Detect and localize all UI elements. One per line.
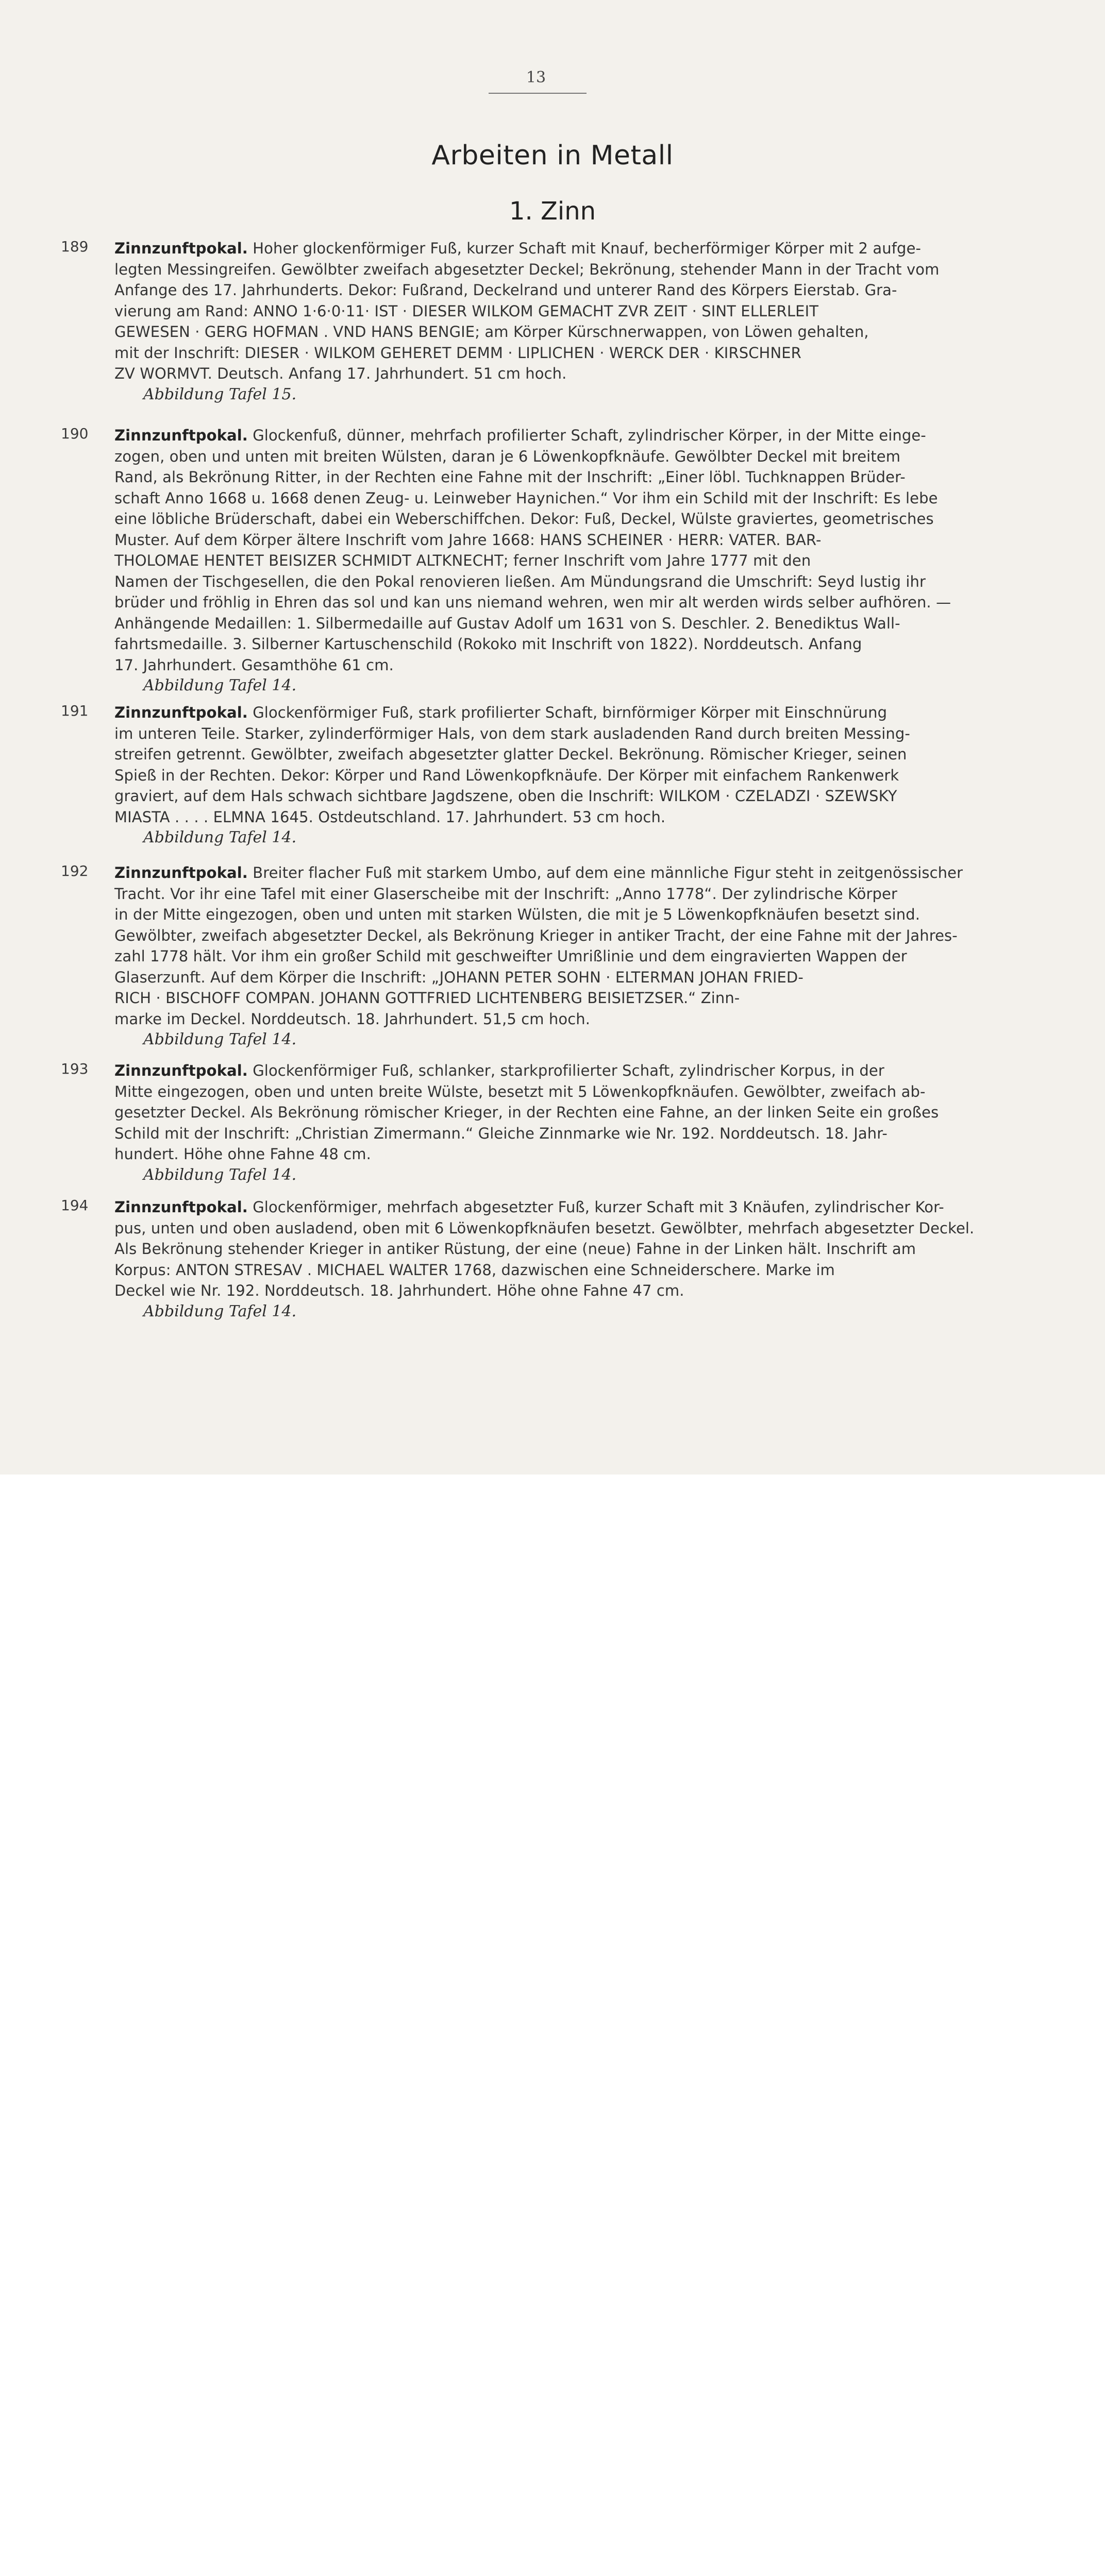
entry-text-line: Korpus: ANTON STRESAV . MICHAEL WALTER 1768, dazwischen eine Schneiderschere. Marke im: [114, 1261, 835, 1279]
entry-text-line: Anfange des 17. Jahrhunderts. Dekor: Fußrand, Deckelrand und unterer Rand des Körpers Eierstab. Gra-: [114, 281, 897, 299]
entry-line-text: Breiter flacher Fuß mit starkem Umbo, auf dem eine männliche Figur steht in zeitgenössischer: [247, 864, 963, 882]
entry-text-line: Muster. Auf dem Körper ältere Inschrift vom Jahre 1668: HANS SCHEINER · HERR: VATER. BAR-: [114, 531, 822, 549]
entry-line-text: Glockenförmiger Fuß, stark profilierter Schaft, birnförmiger Körper mit Einschnürung: [247, 704, 888, 721]
entry-text-line: GEWESEN · GERG HOFMAN . VND HANS BENGIE; am Körper Kürschnerwappen, von Löwen gehalten,: [114, 323, 869, 341]
entry-line-text: Hoher glockenförmiger Fuß, kurzer Schaft mit Knauf, becherförmiger Körper mit 2 aufge-: [247, 240, 922, 257]
entry-number: 193: [61, 1060, 89, 1077]
footer-bar: [0, 1475, 1105, 1553]
entry-text-line: zogen, oben und unten mit breiten Wülsten, daran je 6 Löwenkopfknäufe. Gewölbter Deckel mit breitem: [114, 447, 901, 465]
entry-text-line: pus, unten und oben ausladend, oben mit 6 Löwenkopfknäufen besetzt. Gewölbter, mehrfach abgesetzter Deckel.: [114, 1219, 975, 1237]
entry-text-line: gesetzter Deckel. Als Bekrönung römischer Krieger, in der Rechten eine Fahne, an der linken Seite ein großes: [114, 1104, 939, 1121]
entry-text-line: MIASTA . . . . ELMNA 1645. Ostdeutschland. 17. Jahrhundert. 53 cm hoch.: [114, 808, 666, 826]
entry-text-line: Als Bekrönung stehender Krieger in antiker Rüstung, der eine (neue) Fahne in der Linken hält. Inschrift am: [114, 1240, 916, 1258]
entry-plate-reference: Abbildung Tafel 14.: [143, 1302, 297, 1320]
entry-text-line: Tracht. Vor ihr eine Tafel mit einer Glaserscheibe mit der Inschrift: „Anno 1778“. Der zylindrische Körper: [114, 885, 897, 903]
entry-plate-reference: Abbildung Tafel 14.: [143, 1165, 297, 1184]
entry-plate-reference: Abbildung Tafel 15.: [143, 385, 297, 403]
entry-text-line: [114, 238, 1008, 259]
entry-text-line: schaft Anno 1668 u. 1668 denen Zeug- u. Leinweber Haynichen.“ Vor ihm ein Schild mit der Inschrift: Es lebe: [114, 489, 938, 507]
entry-line-text: Glockenförmiger, mehrfach abgesetzter Fuß, kurzer Schaft mit 3 Knäufen, zylindrischer Kor-: [247, 1198, 944, 1216]
entry-text-line: Rand, als Bekrönung Ritter, in der Rechten eine Fahne mit der Inschrift: „Einer löbl. Tuchknappen Brüder-: [114, 468, 906, 486]
entry-text-line: [114, 862, 1008, 883]
entry-text-line: legten Messingreifen. Gewölbter zweifach abgesetzter Deckel; Bekrönung, stehender Mann in der Tracht vom: [114, 260, 940, 278]
entry-text-line: vierung am Rand: ANNO 1·6·0·11· IST · DIESER WILKOM GEMACHT ZVR ZEIT · SINT ELLERLEIT: [114, 302, 819, 320]
entry-text-line: Spieß in der Rechten. Dekor: Körper und Rand Löwenkopfknäufe. Der Körper mit einfachem Rankenwerk: [114, 766, 899, 784]
entry-lead-title: Zinnzunftpokal.: [114, 1062, 248, 1079]
entry-number: 191: [61, 702, 89, 719]
entry-text-line: Gewölbter, zweifach abgesetzter Deckel, als Bekrönung Krieger in antiker Tracht, der eine Fahne mit der Jahres-: [114, 926, 958, 944]
entry-text-line: [114, 702, 1008, 723]
entry-text-line: zahl 1778 hält. Vor ihm ein großer Schild mit geschweifter Umrißlinie und dem eingravierten Wappen der: [114, 947, 907, 965]
entry-text-line: mit der Inschrift: DIESER · WILKOM GEHERET DEMM · LIPLICHEN · WERCK DER · KIRSCHNER: [114, 344, 801, 362]
entry-text-line: Mitte eingezogen, oben und unten breite Wülste, besetzt mit 5 Löwenkopfknäufen. Gewölbter, zweifach ab-: [114, 1082, 926, 1100]
page-number: 13: [526, 69, 546, 87]
entry-lead-title: Zinnzunftpokal.: [114, 864, 248, 882]
entry-number: 190: [61, 425, 89, 442]
entry-text-line: Schild mit der Inschrift: „Christian Zimermann.“ Gleiche Zinnmarke wie Nr. 192. Norddeutsch. 18. Jahr-: [114, 1124, 888, 1142]
subsection-title: 1. Zinn: [509, 197, 596, 226]
entry-line-text: Glockenfuß, dünner, mehrfach profilierter Schaft, zylindrischer Körper, in der Mitte einge-: [247, 427, 926, 444]
entry-text-line: [114, 1060, 1008, 1081]
entry-lead-title: Zinnzunftpokal.: [114, 704, 248, 721]
entry-text-line: Anhängende Medaillen: 1. Silbermedaille auf Gustav Adolf um 1631 von S. Deschler. 2. Benediktus Wall-: [114, 614, 900, 632]
entry-text-line: in der Mitte eingezogen, oben und unten mit starken Wülsten, die mit je 5 Löwenkopfknäufen besetzt sind.: [114, 906, 920, 923]
section-title: Arbeiten in Metall: [431, 140, 674, 171]
entry-plate-reference: Abbildung Tafel 14.: [143, 828, 297, 846]
entry-plate-reference: Abbildung Tafel 14.: [143, 676, 297, 694]
entry-text-line: 17. Jahrhundert. Gesamthöhe 61 cm.: [114, 656, 394, 674]
entry-line-text: Glockenförmiger Fuß, schlanker, starkprofilierter Schaft, zylindrischer Korpus, in der: [247, 1062, 884, 1079]
entry-text-line: Glaserzunft. Auf dem Körper die Inschrift: „JOHANN PETER SOHN · ELTERMAN JOHAN FRIED-: [114, 968, 803, 986]
entry-lead-title: Zinnzunftpokal.: [114, 1198, 248, 1216]
entry-text-line: graviert, auf dem Hals schwach sichtbare Jagdszene, oben die Inschrift: WILKOM · CZELADZI · SZEWSKY: [114, 787, 897, 805]
entry-text-line: eine löbliche Brüderschaft, dabei ein Weberschiffchen. Dekor: Fuß, Deckel, Wülste graviertes, geometrisches: [114, 510, 934, 528]
entry-number: 189: [61, 238, 89, 255]
entry-text-line: Namen der Tischgesellen, die den Pokal renovieren ließen. Am Mündungsrand die Umschrift: Seyd lustig ihr: [114, 572, 926, 590]
entry-text-line: fahrtsmedaille. 3. Silberner Kartuschenschild (Rokoko mit Inschrift von 1822). Norddeutsch. Anfang: [114, 635, 862, 653]
entry-text-line: THOLOMAE HENTET BEISIZER SCHMIDT ALTKNECHT; ferner Inschrift vom Jahre 1777 mit den: [114, 552, 811, 569]
entry-lead-title: Zinnzunftpokal.: [114, 240, 248, 257]
entry-text-line: RICH · BISCHOFF COMPAN. JOHANN GOTTFRIED LICHTENBERG BEISIETZSER.“ Zinn-: [114, 989, 740, 1007]
entry-text-line: im unteren Teile. Starker, zylinderförmiger Hals, von dem stark ausladenden Rand durch breiten Messing-: [114, 724, 910, 742]
entry-plate-reference: Abbildung Tafel 14.: [143, 1030, 297, 1048]
entry-text-line: streifen getrennt. Gewölbter, zweifach abgesetzter glatter Deckel. Bekrönung. Römischer Krieger, seinen: [114, 745, 907, 763]
entry-text-line: [114, 1197, 1008, 1217]
entry-number: 194: [61, 1197, 89, 1214]
entry-lead-title: Zinnzunftpokal.: [114, 427, 248, 444]
entry-number: 192: [61, 862, 89, 879]
page-number-rule: [489, 93, 587, 94]
entry-text-line: Deckel wie Nr. 192. Norddeutsch. 18. Jahrhundert. Höhe ohne Fahne 47 cm.: [114, 1282, 684, 1299]
entry-text-line: brüder und fröhlig in Ehren das sol und kan uns niemand wehren, wen mir alt werden wirds selber aufhören. —: [114, 594, 951, 611]
entry-text-line: marke im Deckel. Norddeutsch. 18. Jahrhundert. 51,5 cm hoch.: [114, 1010, 591, 1028]
entry-text-line: [114, 425, 1008, 446]
entry-text-line: hundert. Höhe ohne Fahne 48 cm.: [114, 1145, 371, 1163]
entry-text-line: ZV WORMVT. Deutsch. Anfang 17. Jahrhundert. 51 cm hoch.: [114, 365, 567, 382]
